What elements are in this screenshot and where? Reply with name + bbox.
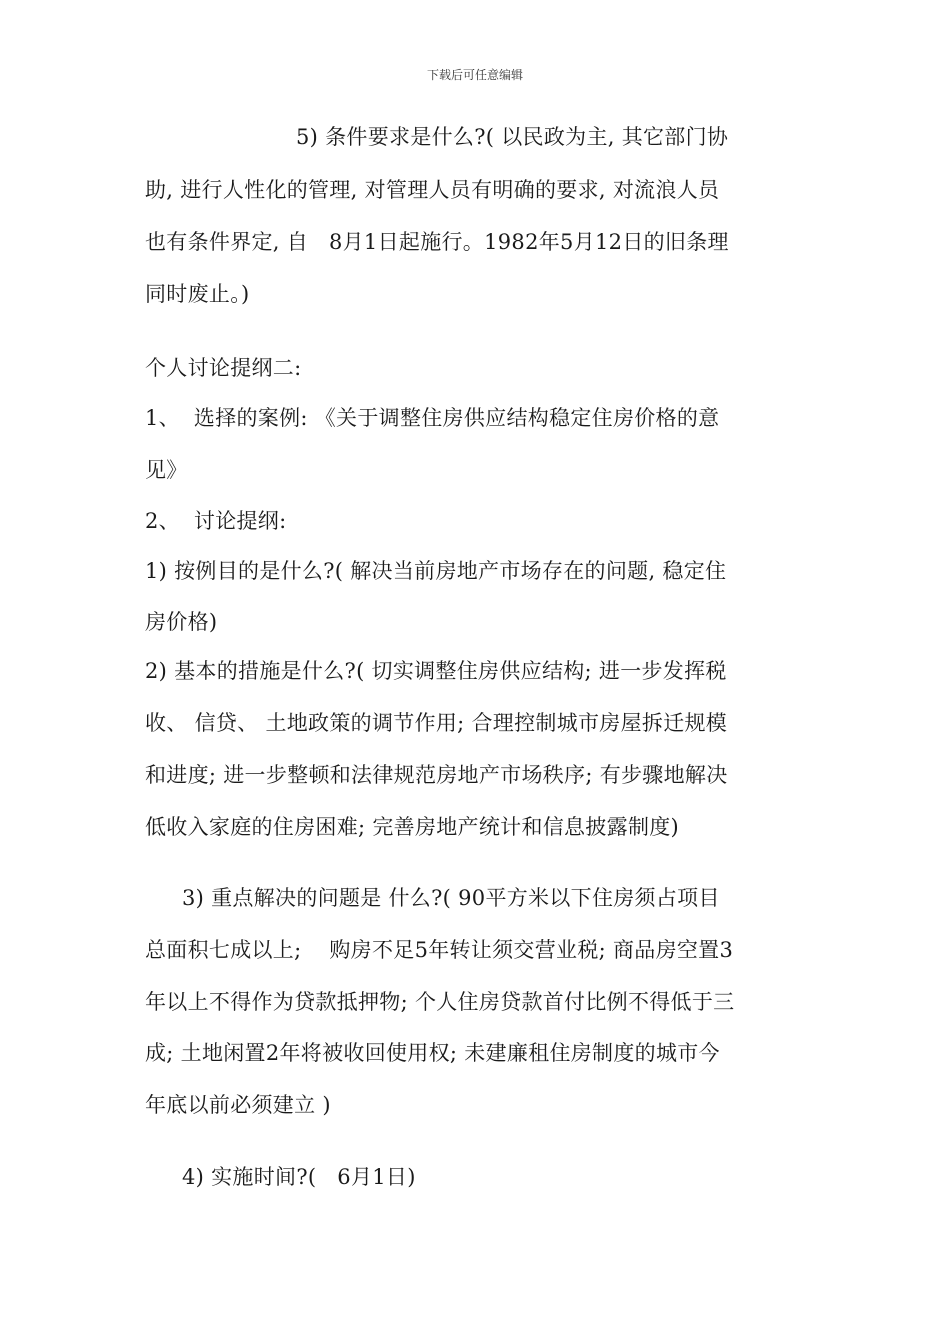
- key-issues-question-line-3: 年以上不得作为贷款抵押物; 个人住房贷款首付比例不得低于三: [145, 990, 735, 1014]
- key-issues-question-line-4: 成; 土地闲置2年将被收回使用权; 未建廉租住房制度的城市今: [145, 1041, 720, 1065]
- key-issues-question-line-5: 年底以前必须建立 ): [145, 1093, 331, 1117]
- measures-question-line-4: 低收入家庭的住房困难; 完善房地产统计和信息披露制度): [145, 815, 680, 839]
- case-selection-line-2: 见》: [145, 458, 188, 482]
- measures-question-line-2: 收、 信贷、 土地政策的调节作用; 合理控制城市房屋拆迁规模: [145, 711, 728, 735]
- section-title: 个人讨论提纲二:: [145, 356, 302, 380]
- measures-question-line-3: 和进度; 进一步整顿和法律规范房地产市场秩序; 有步骤地解决: [145, 763, 728, 787]
- header-watermark: 下载后可任意编辑: [426, 68, 523, 82]
- condition-question-line-4: 同时废止。): [145, 282, 250, 306]
- key-issues-question-line-1: 3) 重点解决的问题是 什么?( 90平方米以下住房须占项目: [182, 886, 720, 910]
- purpose-question-line-2: 房价格): [145, 610, 218, 634]
- purpose-question-line-1: 1) 按例目的是什么?( 解决当前房地产市场存在的问题, 稳定住: [145, 559, 727, 583]
- condition-question-line-1: 5) 条件要求是什么?( 以民政为主, 其它部门协: [296, 125, 729, 149]
- case-selection-line-1: 1、 选择的案例: 《关于调整住房供应结构稳定住房价格的意: [145, 406, 720, 430]
- condition-question-line-2: 助, 进行人性化的管理, 对管理人员有明确的要求, 对流浪人员: [145, 178, 720, 202]
- condition-question-line-3: 也有条件界定, 自 8月1日起施行。1982年5月12日的旧条理: [145, 230, 729, 254]
- implementation-time-question: 4) 实施时间?( 6月1日): [182, 1165, 416, 1189]
- discussion-outline-heading: 2、 讨论提纲:: [145, 509, 287, 533]
- measures-question-line-1: 2) 基本的措施是什么?( 切实调整住房供应结构; 进一步发挥税: [145, 659, 727, 683]
- key-issues-question-line-2: 总面积七成以上; 购房不足5年转让须交营业税; 商品房空置3: [145, 938, 734, 962]
